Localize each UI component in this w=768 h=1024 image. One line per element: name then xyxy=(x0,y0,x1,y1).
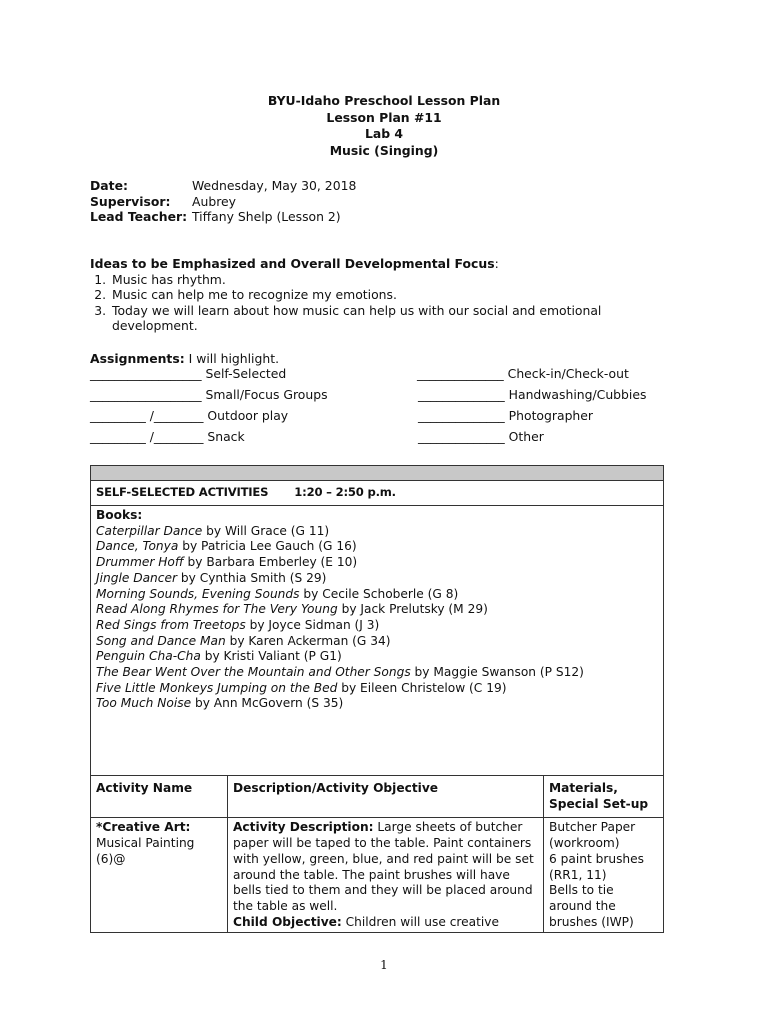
book-item xyxy=(96,618,658,634)
book-item xyxy=(96,555,658,571)
book-author: by Patricia Lee Gauch (G 16) xyxy=(178,539,357,554)
book-item xyxy=(96,649,658,665)
book-title: Red Sings from Treetops xyxy=(96,617,246,632)
supervisor-label: Supervisor: xyxy=(90,193,171,209)
book-item xyxy=(96,587,658,603)
activity-name: Musical Painting xyxy=(96,836,195,851)
material-item: Butcher Paper (workroom) xyxy=(549,820,636,851)
assignment-check-in: ______________ Check-in/Check-out xyxy=(417,366,629,381)
shaded-row xyxy=(91,466,664,481)
material-item: Bells to tie around the brushes (IWP) xyxy=(549,883,634,929)
book-title: Caterpillar Dance xyxy=(96,523,203,538)
activity-description-cell xyxy=(228,818,544,933)
book-item xyxy=(96,681,658,697)
book-item xyxy=(96,539,658,555)
activity-code: (6)@ xyxy=(96,851,126,866)
date-label: Date: xyxy=(90,178,128,193)
book-title: Penguin Cha-Cha xyxy=(96,649,201,664)
materials-cell xyxy=(544,818,664,933)
column-header-description: Description/Activity Objective xyxy=(228,776,544,818)
column-header-materials: Materials, Special Set-up xyxy=(544,776,664,818)
assignment-handwashing: ______________ Handwashing/Cubbies xyxy=(418,387,647,402)
book-author: by Joyce Sidman (J 3) xyxy=(245,617,380,632)
ideas-title: Ideas to be Emphasized and Overall Developmental Focus xyxy=(90,256,495,271)
book-title: Five Little Monkeys Jumping on the Bed xyxy=(96,680,338,695)
lead-teacher-value: Tiffany Shelp (Lesson 2) xyxy=(192,209,341,225)
lead-teacher-label: Lead Teacher: xyxy=(90,209,188,225)
idea-item: 1. Music has rhythm. xyxy=(110,272,620,288)
books-cell xyxy=(91,506,664,776)
lead-teacher-row xyxy=(90,209,356,225)
book-author: by Kristi Valiant (P G1) xyxy=(200,649,342,664)
book-item xyxy=(96,524,658,540)
ideas-list xyxy=(90,272,620,334)
book-author: by Eileen Christelow (C 19) xyxy=(337,680,507,695)
ideas-colon: : xyxy=(494,256,499,271)
supervisor-value: Aubrey xyxy=(192,193,236,209)
lesson-number: Lesson Plan #11 xyxy=(326,109,442,125)
books-list xyxy=(96,524,658,712)
book-title: Morning Sounds, Evening Sounds xyxy=(96,586,300,601)
assignment-snack: _________ /________ Snack xyxy=(90,429,245,444)
book-author: by Karen Ackerman (G 34) xyxy=(225,633,391,648)
activity-row xyxy=(91,818,664,933)
assignments-note: I will highlight. xyxy=(184,351,280,366)
date-value: Wednesday, May 30, 2018 xyxy=(192,178,357,193)
page-number: 1 xyxy=(380,958,388,972)
book-author: by Barbara Emberley (E 10) xyxy=(183,555,358,570)
document-title: BYU-Idaho Preschool Lesson Plan xyxy=(267,93,501,108)
date-row xyxy=(90,178,356,194)
section-title: SELF-SELECTED ACTIVITIES xyxy=(96,485,269,499)
books-row xyxy=(91,506,664,776)
section-time: 1:20 – 2:50 p.m. xyxy=(294,485,396,499)
book-item xyxy=(96,571,658,587)
book-author: by Ann McGovern (S 35) xyxy=(191,696,344,711)
books-title: Books: xyxy=(96,508,143,522)
book-title: Drummer Hoff xyxy=(96,555,184,570)
child-objective-label: Child Objective: xyxy=(233,914,342,929)
lesson-meta xyxy=(90,178,356,225)
activity-name-cell xyxy=(91,818,228,933)
activity-category: *Creative Art: xyxy=(96,820,191,835)
child-objective-text: Children will use creative xyxy=(341,914,499,929)
column-header-activity: Activity Name xyxy=(91,776,228,818)
material-item: 6 paint brushes (RR1, 11) xyxy=(549,851,644,882)
book-title: Jingle Dancer xyxy=(96,570,177,585)
book-title: Too Much Noise xyxy=(96,696,192,711)
activity-description-label: Activity Description: xyxy=(233,820,374,835)
book-item xyxy=(96,665,658,681)
section-header xyxy=(91,481,664,506)
assignments-section xyxy=(90,351,690,444)
column-header-row xyxy=(91,776,664,818)
ideas-section xyxy=(90,256,620,334)
book-author: by Cynthia Smith (S 29) xyxy=(177,570,327,585)
book-item xyxy=(96,634,658,650)
book-author: by Jack Prelutsky (M 29) xyxy=(337,602,488,617)
book-title: Read Along Rhymes for The Very Young xyxy=(96,602,338,617)
book-author: by Will Grace (G 11) xyxy=(202,523,330,538)
book-title: Song and Dance Man xyxy=(96,633,226,648)
idea-item: 3. Today we will learn about how music can help us with our social and emotional development. xyxy=(110,303,620,334)
supervisor-row xyxy=(90,194,356,210)
activities-table xyxy=(90,465,664,933)
document-header xyxy=(0,93,768,159)
book-item xyxy=(96,602,658,618)
activity-description-text: Large sheets of butcher paper will be taped to the table. Paint containers with yellow, green, blue, and red paint will be set around the table. The paint brushes will have bells tied to them and they will be placed around the table as well. xyxy=(233,820,534,913)
assignment-self-selected: __________________ Self-Selected xyxy=(90,366,287,381)
assignment-small-groups: __________________ Small/Focus Groups xyxy=(90,387,328,402)
book-item xyxy=(96,696,658,712)
lesson-topic: Music (Singing) xyxy=(329,142,439,158)
assignment-photographer: ______________ Photographer xyxy=(418,408,594,423)
section-header-row xyxy=(91,481,664,506)
assignment-outdoor-play: _________ /________ Outdoor play xyxy=(90,408,289,423)
assignments-title: Assignments: xyxy=(90,351,185,366)
lab-number: Lab 4 xyxy=(364,126,404,141)
book-title: The Bear Went Over the Mountain and Other Songs xyxy=(96,665,411,680)
book-title: Dance, Tonya xyxy=(96,539,179,554)
book-author: by Cecile Schoberle (G 8) xyxy=(299,586,459,601)
book-author: by Maggie Swanson (P S12) xyxy=(410,665,584,680)
idea-item: 2. Music can help me to recognize my emotions. xyxy=(110,287,620,303)
activities-table-wrap xyxy=(90,465,662,933)
assignment-other: ______________ Other xyxy=(418,429,544,444)
